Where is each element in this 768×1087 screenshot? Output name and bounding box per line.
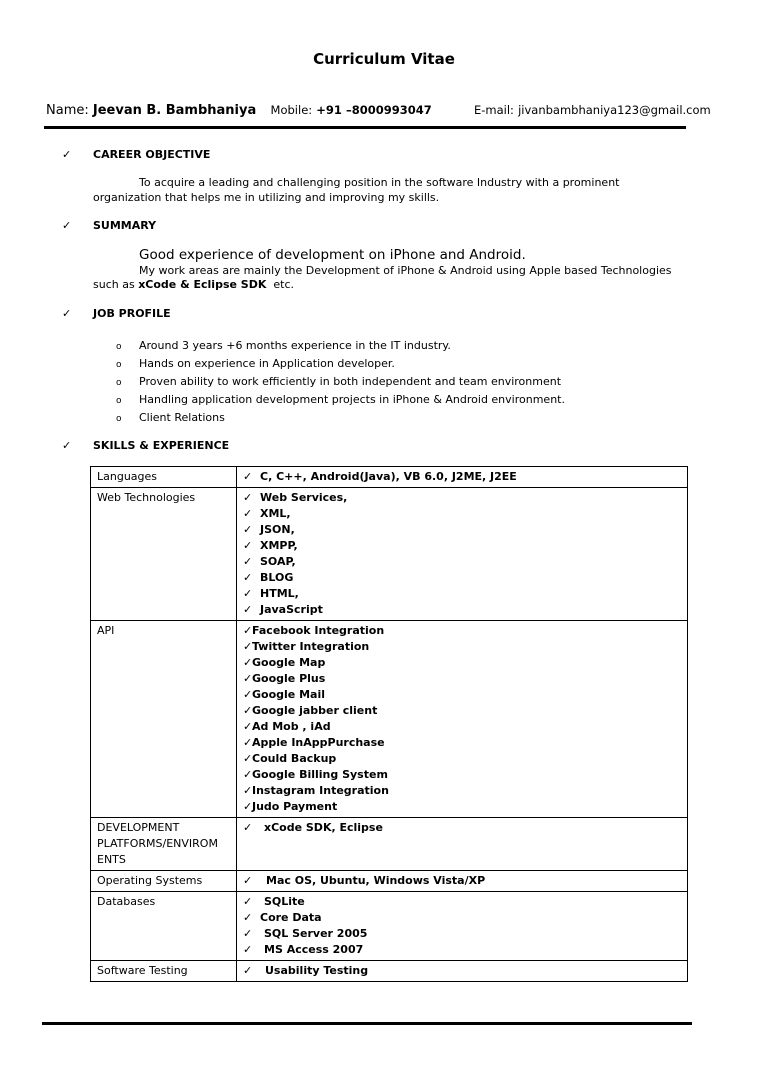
objective-line-2: organization that helps me in utilizing and improving my skills. [93, 191, 440, 204]
skill-item: ✓ JavaScript [243, 603, 323, 616]
list-item: o Handling application development projects in iPhone & Android environment. [116, 393, 565, 406]
list-item: o Client Relations [116, 411, 225, 424]
skill-item: ✓Google Billing System [243, 768, 388, 781]
check-icon: ✓ [62, 439, 72, 452]
table-row [91, 871, 688, 892]
skill-item: ✓Twitter Integration [243, 640, 370, 653]
skill-item: ✓ Mac OS, Ubuntu, Windows Vista/XP [243, 874, 486, 887]
header-divider [44, 126, 686, 129]
skill-item: ✓ MS Access 2007 [243, 943, 364, 956]
skill-category: API [91, 621, 237, 818]
skill-item: ✓Google Mail [243, 688, 325, 701]
skill-category: Web Technologies [91, 488, 237, 621]
table-row [91, 961, 688, 982]
check-icon: ✓ [243, 911, 253, 924]
skill-item: ✓Facebook Integration [243, 624, 385, 637]
check-icon: ✓ [243, 603, 253, 616]
table-row [91, 892, 688, 961]
skill-item: ✓Apple InAppPurchase [243, 736, 385, 749]
skill-values [237, 488, 688, 621]
check-icon: ✓ [243, 587, 253, 600]
skill-item: ✓Instagram Integration [243, 784, 389, 797]
check-icon: ✓ [243, 768, 253, 781]
list-item: o Hands on experience in Application developer. [116, 357, 395, 370]
check-icon: ✓ [243, 784, 253, 797]
list-item: o Proven ability to work efficiently in both independent and team environment [116, 375, 562, 388]
skill-item: ✓ HTML, [243, 587, 299, 600]
mobile-number: +91 –8000993047 [316, 103, 432, 117]
check-icon: ✓ [62, 148, 72, 161]
skill-category: Languages [91, 467, 237, 488]
skill-item: ✓ BLOG [243, 571, 294, 584]
check-icon: ✓ [243, 927, 253, 940]
summary-headline: Good experience of development on iPhone and Android. [139, 247, 526, 263]
section-heading: SUMMARY [93, 219, 157, 232]
skill-item: ✓ xCode SDK, Eclipse [243, 821, 383, 834]
check-icon: ✓ [243, 507, 253, 520]
check-icon: ✓ [243, 523, 253, 536]
section-heading: SKILLS & EXPERIENCE [93, 439, 230, 452]
check-icon: ✓ [243, 752, 253, 765]
check-icon: ✓ [243, 964, 253, 977]
check-icon: ✓ [243, 720, 253, 733]
summary-line-2 [93, 278, 294, 291]
skill-category: Operating Systems [91, 871, 237, 892]
skill-item: ✓Google Map [243, 656, 326, 669]
check-icon: ✓ [243, 491, 253, 504]
table-row [91, 818, 688, 871]
email-label: E-mail: [474, 103, 514, 117]
check-icon: ✓ [243, 470, 253, 483]
skill-item: ✓ XMPP, [243, 539, 298, 552]
skill-values [237, 892, 688, 961]
skill-category: Software Testing [91, 961, 237, 982]
skill-item: ✓ JSON, [243, 523, 295, 536]
check-icon: ✓ [243, 800, 253, 813]
table-row [91, 621, 688, 818]
skill-category: DEVELOPMENT PLATFORMS/ENVIROM ENTS [91, 818, 237, 871]
check-icon: ✓ [243, 656, 253, 669]
skills-table [90, 466, 688, 982]
circle-bullet-icon: o [116, 342, 122, 352]
skill-category: Databases [91, 892, 237, 961]
skill-item: ✓Could Backup [243, 752, 337, 765]
name-label: Name: [46, 103, 89, 118]
check-icon: ✓ [243, 704, 253, 717]
skill-item: ✓ Web Services, [243, 491, 348, 504]
skill-values [237, 818, 688, 871]
table-row [91, 467, 688, 488]
check-icon: ✓ [243, 624, 253, 637]
skill-item: ✓ SOAP, [243, 555, 296, 568]
check-icon: ✓ [243, 672, 253, 685]
circle-bullet-icon: o [116, 396, 122, 406]
skill-item: ✓ Usability Testing [243, 964, 369, 977]
skill-item: ✓Judo Payment [243, 800, 338, 813]
check-icon: ✓ [243, 821, 253, 834]
summary-line-1: My work areas are mainly the Development of iPhone & Android using Apple based Technologies [139, 264, 672, 277]
check-icon: ✓ [243, 943, 253, 956]
skill-item: ✓Ad Mob , iAd [243, 720, 331, 733]
candidate-name: Jeevan B. Bambhaniya [92, 103, 257, 118]
check-icon: ✓ [243, 555, 253, 568]
section-summary [62, 219, 156, 232]
summary-line-2-suffix: etc. [266, 278, 294, 291]
check-icon: ✓ [62, 219, 72, 232]
skill-item: ✓ Core Data [243, 911, 322, 924]
section-career-objective [62, 148, 210, 161]
skill-item: ✓ SQL Server 2005 [243, 927, 368, 940]
skill-values [237, 961, 688, 982]
contact-line [46, 103, 736, 118]
circle-bullet-icon: o [116, 360, 122, 370]
check-icon: ✓ [243, 736, 253, 749]
check-icon: ✓ [243, 874, 253, 887]
summary-line-2-prefix: such as [93, 278, 139, 291]
skill-item: ✓ C, C++, Android(Java), VB 6.0, J2ME, J2EE [243, 470, 517, 483]
table-row [91, 488, 688, 621]
footer-divider [42, 1022, 692, 1025]
skill-values [237, 871, 688, 892]
section-skills [62, 439, 229, 452]
check-icon: ✓ [243, 571, 253, 584]
check-icon: ✓ [243, 895, 253, 908]
section-heading: CAREER OBJECTIVE [93, 148, 211, 161]
objective-line-1: To acquire a leading and challenging position in the software Industry with a prominent [139, 176, 620, 189]
skill-item: ✓Google jabber client [243, 704, 378, 717]
document-title: Curriculum Vitae [313, 50, 455, 68]
check-icon: ✓ [243, 640, 253, 653]
mobile-label: Mobile: [270, 103, 313, 117]
email-address: jivanbambhaniya123@gmail.com [518, 103, 711, 117]
check-icon: ✓ [62, 307, 72, 320]
skill-item: ✓ SQLite [243, 895, 305, 908]
check-icon: ✓ [243, 688, 253, 701]
check-icon: ✓ [243, 539, 253, 552]
skill-item: ✓Google Plus [243, 672, 326, 685]
circle-bullet-icon: o [116, 414, 122, 424]
section-job-profile [62, 307, 171, 320]
circle-bullet-icon: o [116, 378, 122, 388]
list-item: o Around 3 years +6 months experience in the IT industry. [116, 339, 451, 352]
summary-tools: xCode & Eclipse SDK [138, 278, 267, 291]
skill-item: ✓ XML, [243, 507, 291, 520]
skill-values [237, 621, 688, 818]
skill-values [237, 467, 688, 488]
section-heading: JOB PROFILE [93, 307, 171, 320]
